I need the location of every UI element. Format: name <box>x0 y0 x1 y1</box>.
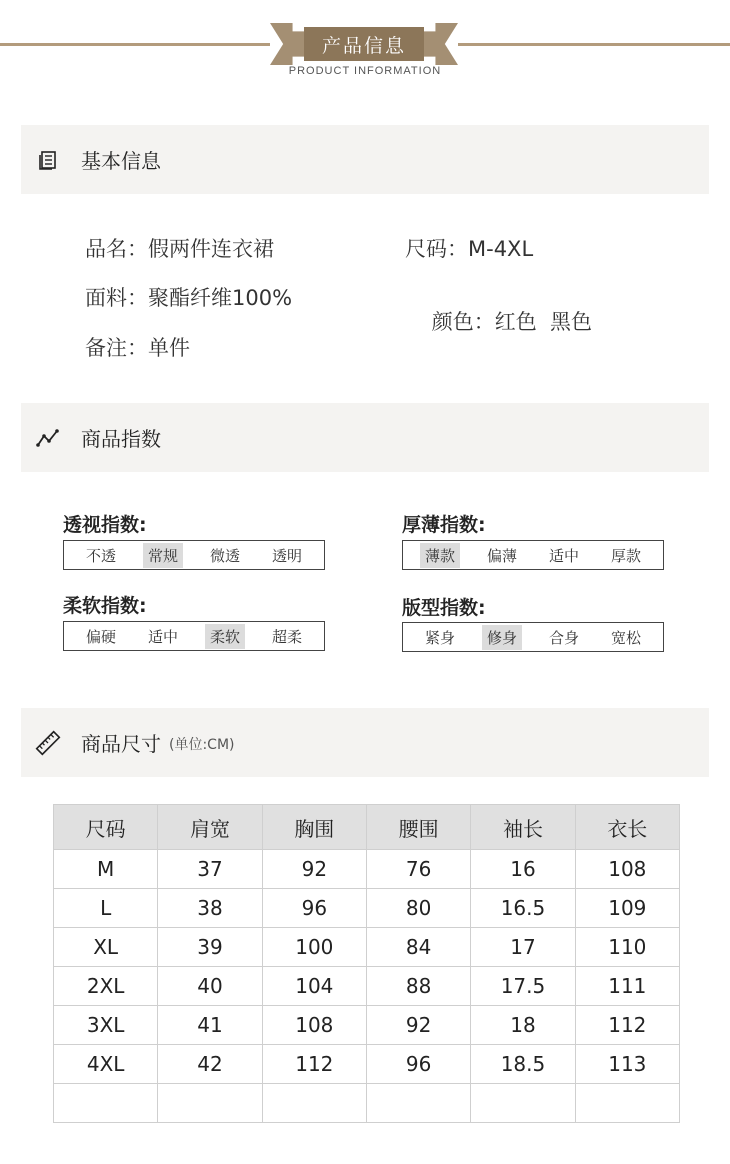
info-value: M-4XL <box>468 237 534 261</box>
table-cell: 111 <box>575 967 679 1006</box>
info-label: 面料： <box>85 286 148 310</box>
index-option: 适中 <box>147 627 178 646</box>
table-row <box>54 1045 680 1084</box>
table-cell: 96 <box>366 1045 470 1084</box>
info-row-fabric <box>85 282 292 312</box>
table-cell: XL <box>54 928 158 967</box>
column-header: 衣长 <box>575 805 679 850</box>
banner-line-left <box>0 43 270 46</box>
table-cell: 88 <box>366 967 470 1006</box>
info-label: 品名： <box>85 237 148 261</box>
table-row-empty <box>54 1084 680 1123</box>
softness-index-title: 柔软指数: <box>63 595 147 617</box>
table-cell: 92 <box>262 850 366 889</box>
table-cell: 41 <box>158 1006 262 1045</box>
column-header: 腰围 <box>366 805 470 850</box>
index-option-selected: 柔软 <box>205 624 245 649</box>
size-table-header-row <box>54 805 680 850</box>
info-value: 单件 <box>148 336 190 360</box>
size-unit-label: (单位:CM) <box>169 737 235 753</box>
info-value: 聚酯纤维100% <box>148 286 293 310</box>
table-cell: 17 <box>471 928 575 967</box>
index-option: 厚款 <box>610 546 641 565</box>
banner-line-right <box>458 43 730 46</box>
info-label: 颜色： <box>431 310 495 334</box>
trend-line-icon <box>35 425 61 451</box>
table-cell <box>575 1084 679 1123</box>
banner-title: 产品信息 <box>304 27 424 61</box>
table-cell <box>158 1084 262 1123</box>
index-option: 微透 <box>209 546 240 565</box>
column-header: 袖长 <box>471 805 575 850</box>
table-cell <box>366 1084 470 1123</box>
fit-index-title: 版型指数: <box>402 597 486 619</box>
index-option: 合身 <box>548 628 579 647</box>
table-row <box>54 850 680 889</box>
column-header: 肩宽 <box>158 805 262 850</box>
thickness-index-title: 厚薄指数: <box>402 514 486 536</box>
transparency-index-scale <box>63 540 325 570</box>
document-icon <box>35 147 61 173</box>
table-cell: 92 <box>366 1006 470 1045</box>
product-size-title: 商品尺寸 <box>81 732 161 756</box>
table-cell: 84 <box>366 928 470 967</box>
index-option: 不透 <box>85 546 116 565</box>
table-cell: L <box>54 889 158 928</box>
index-option: 紧身 <box>424 628 455 647</box>
table-cell: 80 <box>366 889 470 928</box>
table-cell: 113 <box>575 1045 679 1084</box>
index-option: 透明 <box>271 546 302 565</box>
index-option: 适中 <box>548 546 579 565</box>
info-value: 红色 黑色 <box>494 310 593 334</box>
table-cell: 39 <box>158 928 262 967</box>
info-label: 备注： <box>85 336 148 360</box>
table-cell: 108 <box>262 1006 366 1045</box>
table-cell: 108 <box>575 850 679 889</box>
table-cell: 104 <box>262 967 366 1006</box>
banner-subtitle: PRODUCT INFORMATION <box>288 65 442 77</box>
table-row <box>54 967 680 1006</box>
fit-index-scale <box>402 622 664 652</box>
table-cell: 42 <box>158 1045 262 1084</box>
table-cell: M <box>54 850 158 889</box>
index-option: 宽松 <box>610 628 641 647</box>
index-option-selected: 常规 <box>143 543 183 568</box>
table-cell: 109 <box>575 889 679 928</box>
info-row-color <box>405 282 592 360</box>
index-option: 偏薄 <box>486 546 517 565</box>
size-table <box>53 804 680 1123</box>
thickness-index-scale <box>402 540 664 570</box>
index-option: 超柔 <box>271 627 302 646</box>
table-row <box>54 928 680 967</box>
table-cell <box>262 1084 366 1123</box>
table-cell: 4XL <box>54 1045 158 1084</box>
table-cell: 2XL <box>54 967 158 1006</box>
ruler-icon <box>35 730 61 756</box>
index-option-selected: 薄款 <box>420 543 460 568</box>
table-cell: 96 <box>262 889 366 928</box>
table-row <box>54 1006 680 1045</box>
table-cell: 37 <box>158 850 262 889</box>
table-cell: 112 <box>262 1045 366 1084</box>
table-cell: 76 <box>366 850 470 889</box>
basic-info-header <box>21 125 709 194</box>
softness-index-scale <box>63 621 325 651</box>
index-option: 偏硬 <box>85 627 116 646</box>
table-cell: 16 <box>471 850 575 889</box>
column-header: 尺码 <box>54 805 158 850</box>
table-cell: 110 <box>575 928 679 967</box>
table-cell: 100 <box>262 928 366 967</box>
table-cell: 112 <box>575 1006 679 1045</box>
product-info-banner <box>0 0 730 90</box>
column-header: 胸围 <box>262 805 366 850</box>
table-cell: 17.5 <box>471 967 575 1006</box>
table-cell: 16.5 <box>471 889 575 928</box>
table-cell <box>471 1084 575 1123</box>
index-option-selected: 修身 <box>482 625 522 650</box>
product-index-title: 商品指数 <box>81 427 161 451</box>
table-cell: 38 <box>158 889 262 928</box>
product-index-header <box>21 403 709 472</box>
product-size-header <box>21 708 709 777</box>
info-row-size <box>405 233 533 263</box>
transparency-index-title: 透视指数: <box>63 514 147 536</box>
basic-info-title: 基本信息 <box>81 149 161 173</box>
info-value: 假两件连衣裙 <box>148 237 274 261</box>
info-label: 尺码： <box>405 237 468 261</box>
table-cell: 40 <box>158 967 262 1006</box>
table-cell: 3XL <box>54 1006 158 1045</box>
info-row-name <box>85 233 274 263</box>
table-row <box>54 889 680 928</box>
info-row-note <box>85 332 190 362</box>
table-cell: 18.5 <box>471 1045 575 1084</box>
table-cell: 18 <box>471 1006 575 1045</box>
table-cell <box>54 1084 158 1123</box>
